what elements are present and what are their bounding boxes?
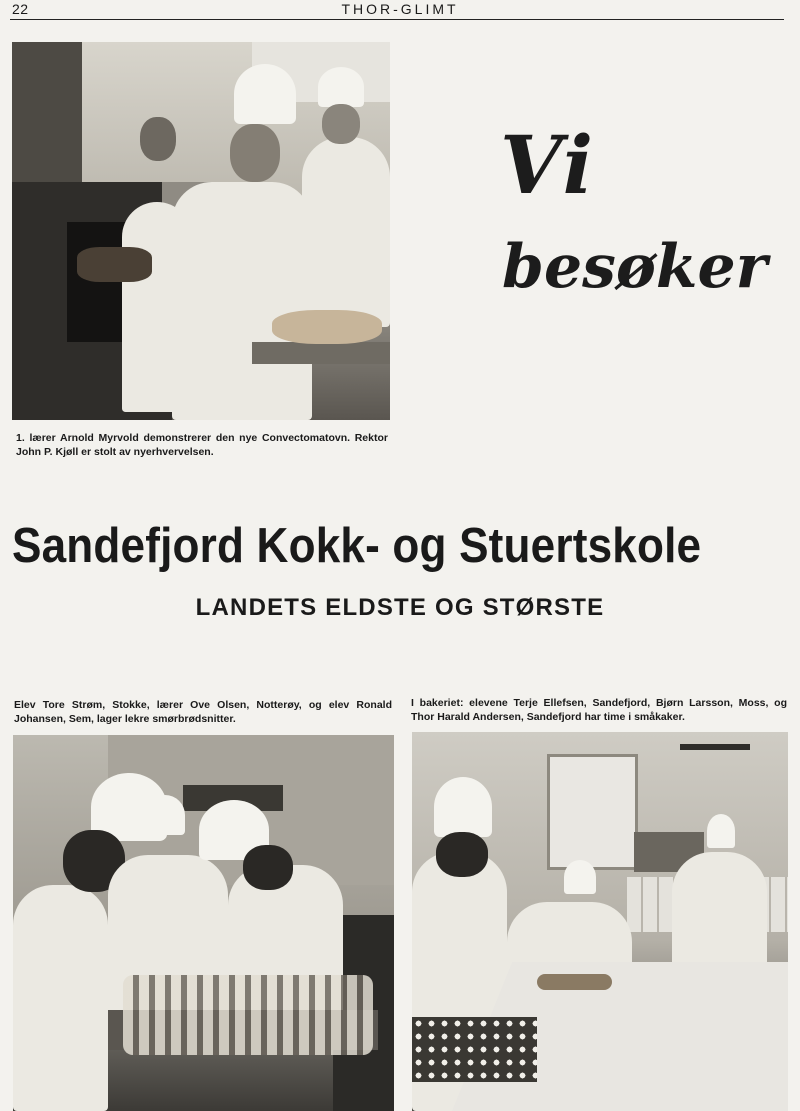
header-rule (10, 19, 784, 20)
caption-top-photo: 1. lærer Arnold Myrvold demonstrerer den nye Convectomatovn. Rektor John P. Kjøll er stolt av nyerhvervelsen. (16, 432, 388, 458)
headline: Sandefjord Kokk- og Stuertskole (12, 519, 702, 573)
subheadline: LANDETS ELDSTE OG STØRSTE (195, 594, 605, 621)
magazine-title: THOR-GLIMT (341, 1, 459, 17)
page-number: 22 (12, 1, 29, 17)
photo-convectomat-oven (12, 42, 390, 420)
title-vi: Vi (500, 118, 596, 212)
caption-bottom-left-photo: Elev Tore Strøm, Stokke, lærer Ove Olsen, Notterøy, og elev Ronald Johansen, Sem, lager lekre smørbrødsnitter. (14, 699, 392, 725)
title-besoker: besøker (502, 232, 768, 302)
caption-bottom-right-photo: I bakeriet: elevene Terje Ellefsen, Sandefjord, Bjørn Larsson, Moss, og Thor Harald Andersen, Sandefjord har time i småkaker. (411, 697, 787, 723)
photo-bakery (412, 732, 788, 1111)
photo-sandwich-making (13, 735, 394, 1111)
